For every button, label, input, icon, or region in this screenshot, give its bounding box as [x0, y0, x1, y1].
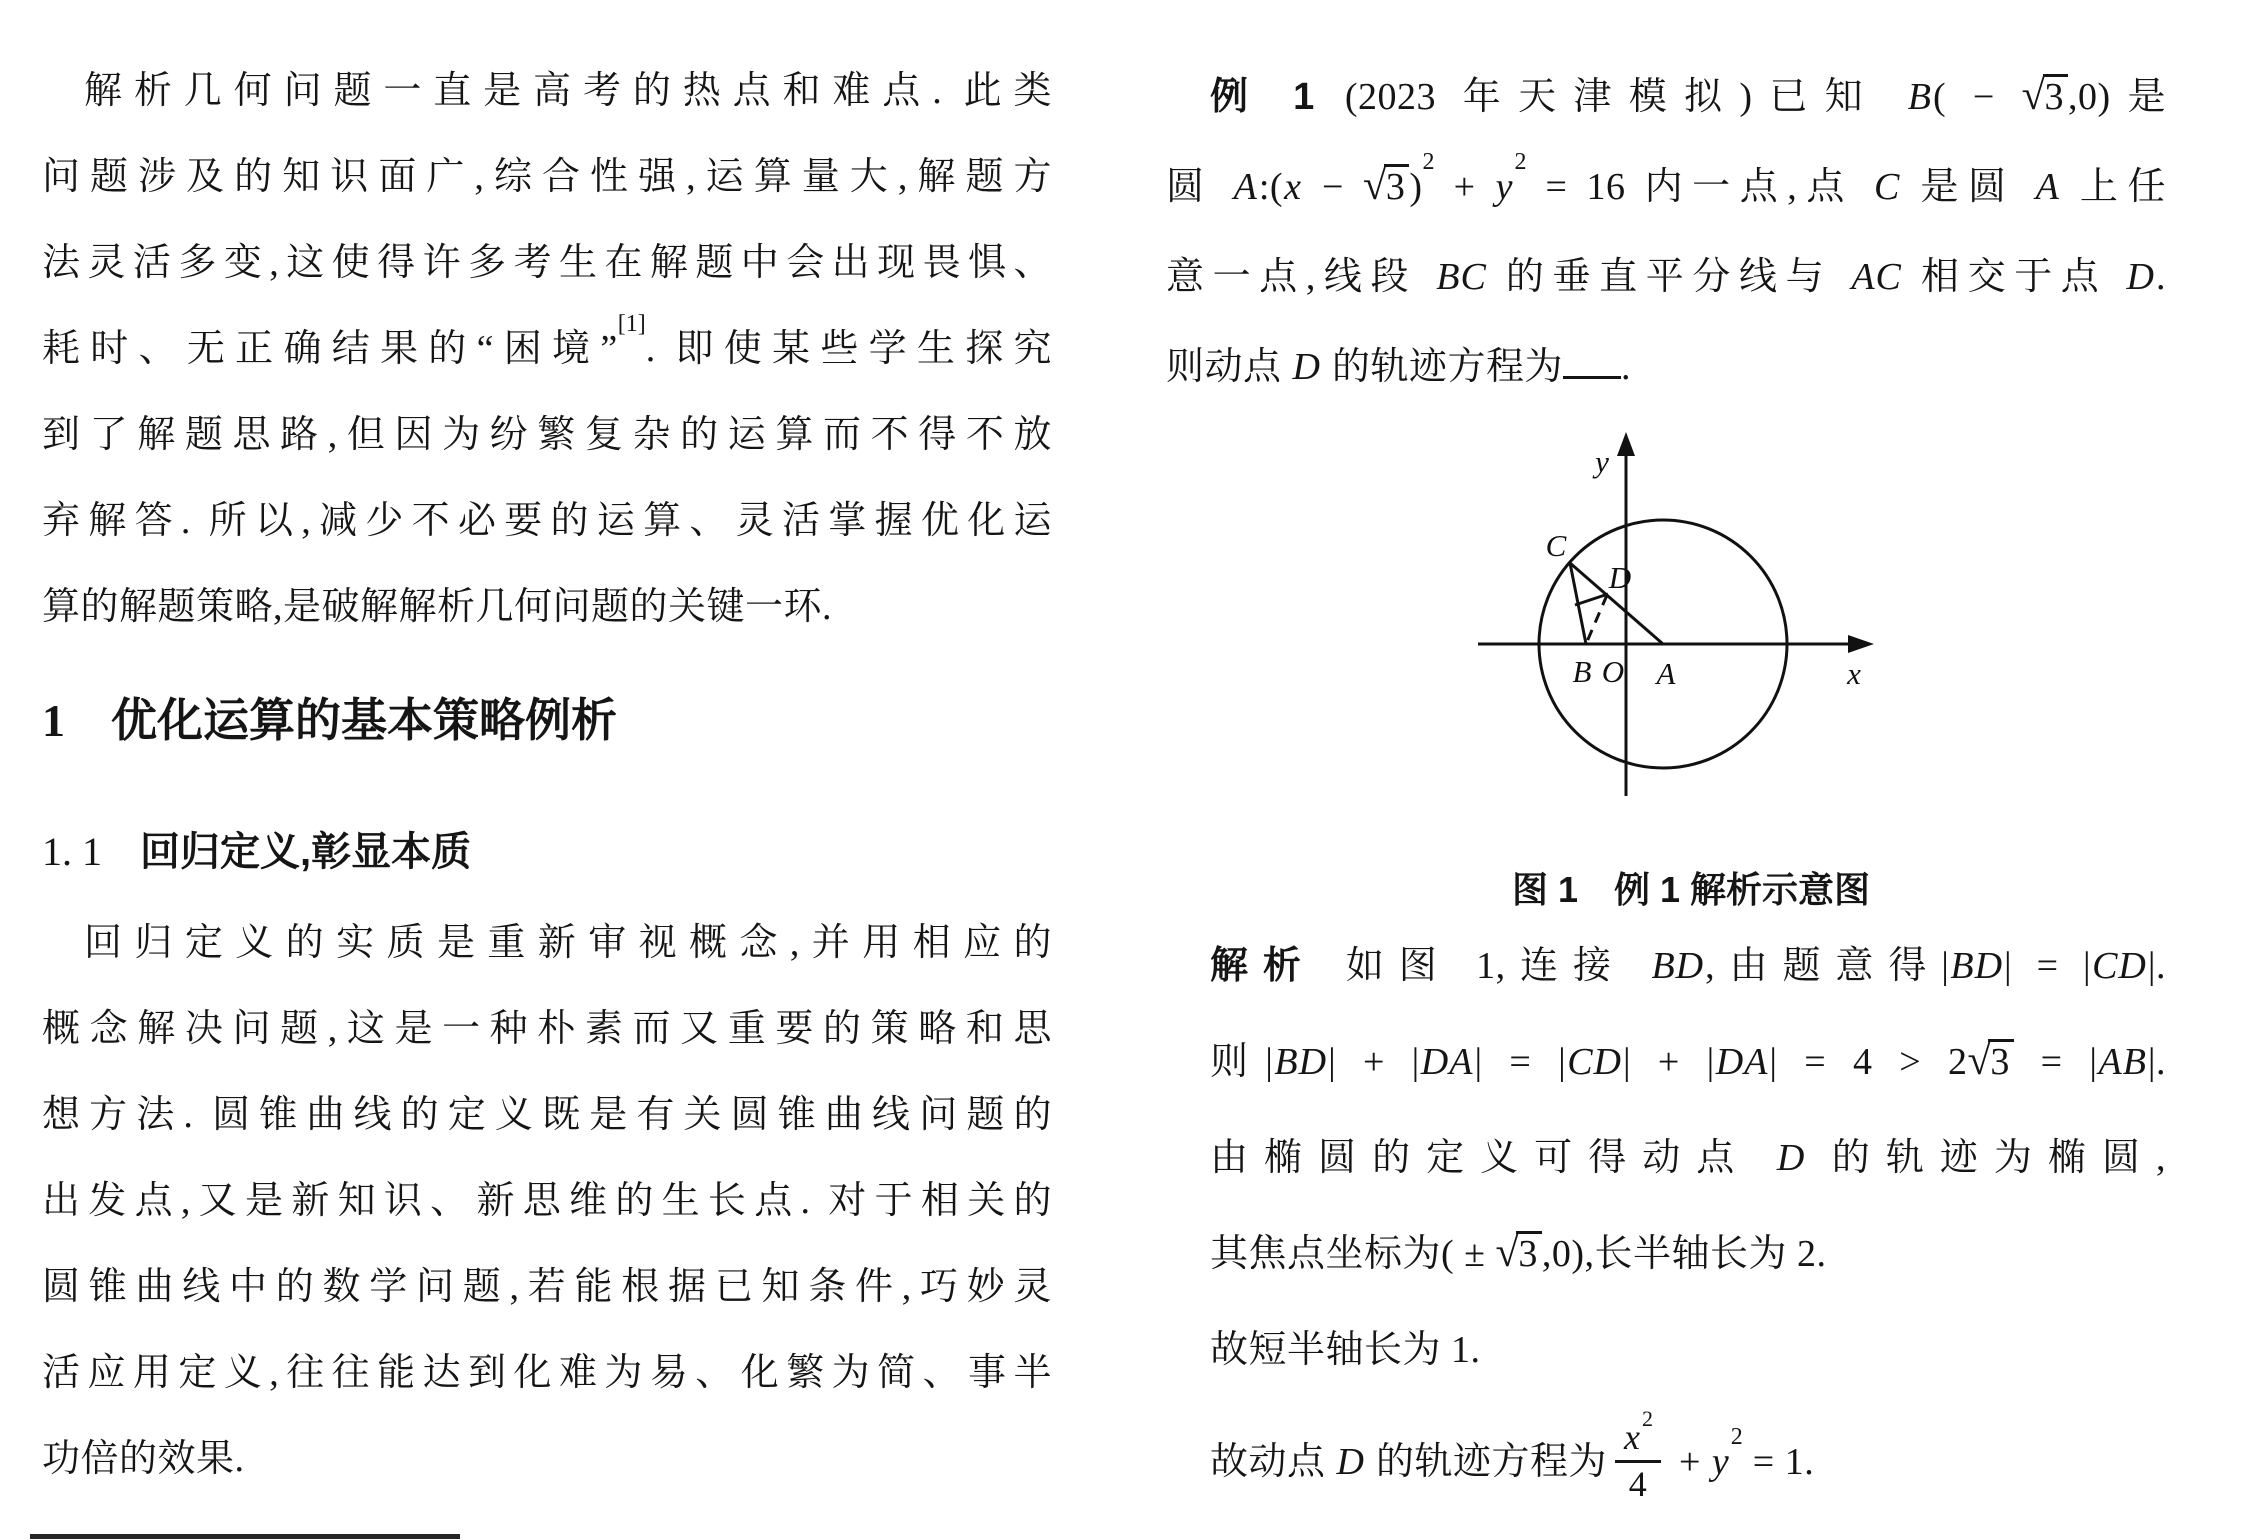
figure-1-caption: 图 1 例 1 解析示意图	[1511, 869, 1871, 910]
paragraph-line: 到了解题思路,但因为纷繁复杂的运算而不得不放	[42, 414, 1052, 456]
solution-line: 故短半轴长为 1.	[1210, 1329, 1481, 1371]
example-text: (2023 年天津模拟)已知 B( − √3 ,0)是	[1344, 72, 2166, 119]
segment-BD-dashed	[1586, 595, 1607, 644]
example-line	[1166, 52, 2166, 142]
section-number: 1	[42, 695, 65, 746]
point-label-A: A	[1656, 656, 1676, 691]
example-1-statement	[1166, 52, 2166, 412]
point-label-D: D	[1608, 560, 1632, 595]
subsection-number: 1. 1	[42, 829, 102, 874]
intro-paragraph	[42, 48, 1052, 650]
example-label: 例 1	[1210, 76, 1315, 118]
paragraph-line: 弃解答. 所以,减少不必要的运算、灵活掌握优化运	[42, 500, 1052, 542]
figure-1	[1450, 428, 2010, 838]
example-line: 则动点 D 的轨迹方程为 .	[1166, 346, 1631, 388]
paragraph-line: 回归定义的实质是重新审视概念,并用相应的	[84, 922, 1052, 964]
definition-paragraph	[42, 900, 1052, 1502]
section-heading-1	[42, 690, 617, 751]
paragraph-line: 法灵活多变,这使得许多考生在解题中会出现畏惧、	[42, 242, 1052, 284]
paragraph-line: 出发点,又是新知识、新思维的生长点. 对于相关的	[42, 1180, 1052, 1222]
subsection-title: 回归定义,彰显本质	[140, 830, 472, 874]
paragraph-line: 问题涉及的知识面广,综合性强,运算量大,解题方	[42, 156, 1052, 198]
solution-paragraph	[1166, 918, 2166, 1526]
example-line: 圆 A:(x − √3 )$^2 + y^2 = 16$ 内一点,点 C 是圆 A 上任	[1166, 149, 2166, 209]
solution-line: 由椭圆的定义可得动点 D 的轨迹为椭圆,	[1210, 1137, 2166, 1179]
point-label-B: B	[1572, 654, 1592, 689]
example-line: 意一点,线段 BC 的垂直平分线与 AC 相交于点 D.	[1166, 256, 2166, 298]
paragraph-line: 圆锥曲线中的数学问题,若能根据已知条件,巧妙灵	[42, 1266, 1052, 1308]
x-axis-label: x	[1847, 656, 1861, 691]
paragraph-line: 想方法. 圆锥曲线的定义既是有关圆锥曲线问题的	[42, 1094, 1052, 1136]
solution-line: 故动点 D 的轨迹方程为 $\frac{x^2}{4}$ + $y^2 = 1$.	[1210, 1405, 1815, 1504]
paragraph-line: 功倍的效果.	[42, 1438, 245, 1480]
paragraph-line: 解析几何问题一直是高考的热点和难点. 此类	[84, 70, 1052, 112]
solution-text: 如图 1,连接 BD,由题意得|BD| = |CD|.	[1345, 945, 2166, 987]
point-label-C: C	[1545, 528, 1567, 563]
paragraph-line: 耗时、无正确结果的“困境”[1]. 即使某些学生探究	[42, 311, 1052, 370]
subsection-heading-1-1	[42, 826, 471, 878]
paragraph-line: 概念解决问题,这是一种朴素而又重要的策略和思	[42, 1008, 1052, 1050]
section-title: 优化运算的基本策略例析	[111, 694, 617, 746]
y-axis-arrow-icon	[1617, 432, 1635, 456]
solution-line: 其焦点坐标为( ± √3 ,0),长半轴长为 2.	[1210, 1229, 1827, 1276]
y-axis-label: y	[1595, 444, 1609, 479]
paragraph-line: 活应用定义,往往能达到化难为易、化繁为简、事半	[42, 1352, 1052, 1394]
figure-1-diagram	[1450, 428, 2010, 838]
solution-label: 解析	[1210, 945, 1316, 987]
origin-label-O: O	[1601, 654, 1625, 689]
footnote-divider	[30, 1534, 460, 1539]
solution-line	[1166, 918, 2166, 1014]
solution-line: 则|BD| + |DA| = |CD| + |DA| = 4 > 2√3 = |AB|.	[1210, 1037, 2167, 1084]
x-axis-arrow-icon	[1848, 635, 1874, 653]
paragraph-line: 算的解题策略,是破解解析几何问题的关键一环.	[42, 586, 833, 628]
